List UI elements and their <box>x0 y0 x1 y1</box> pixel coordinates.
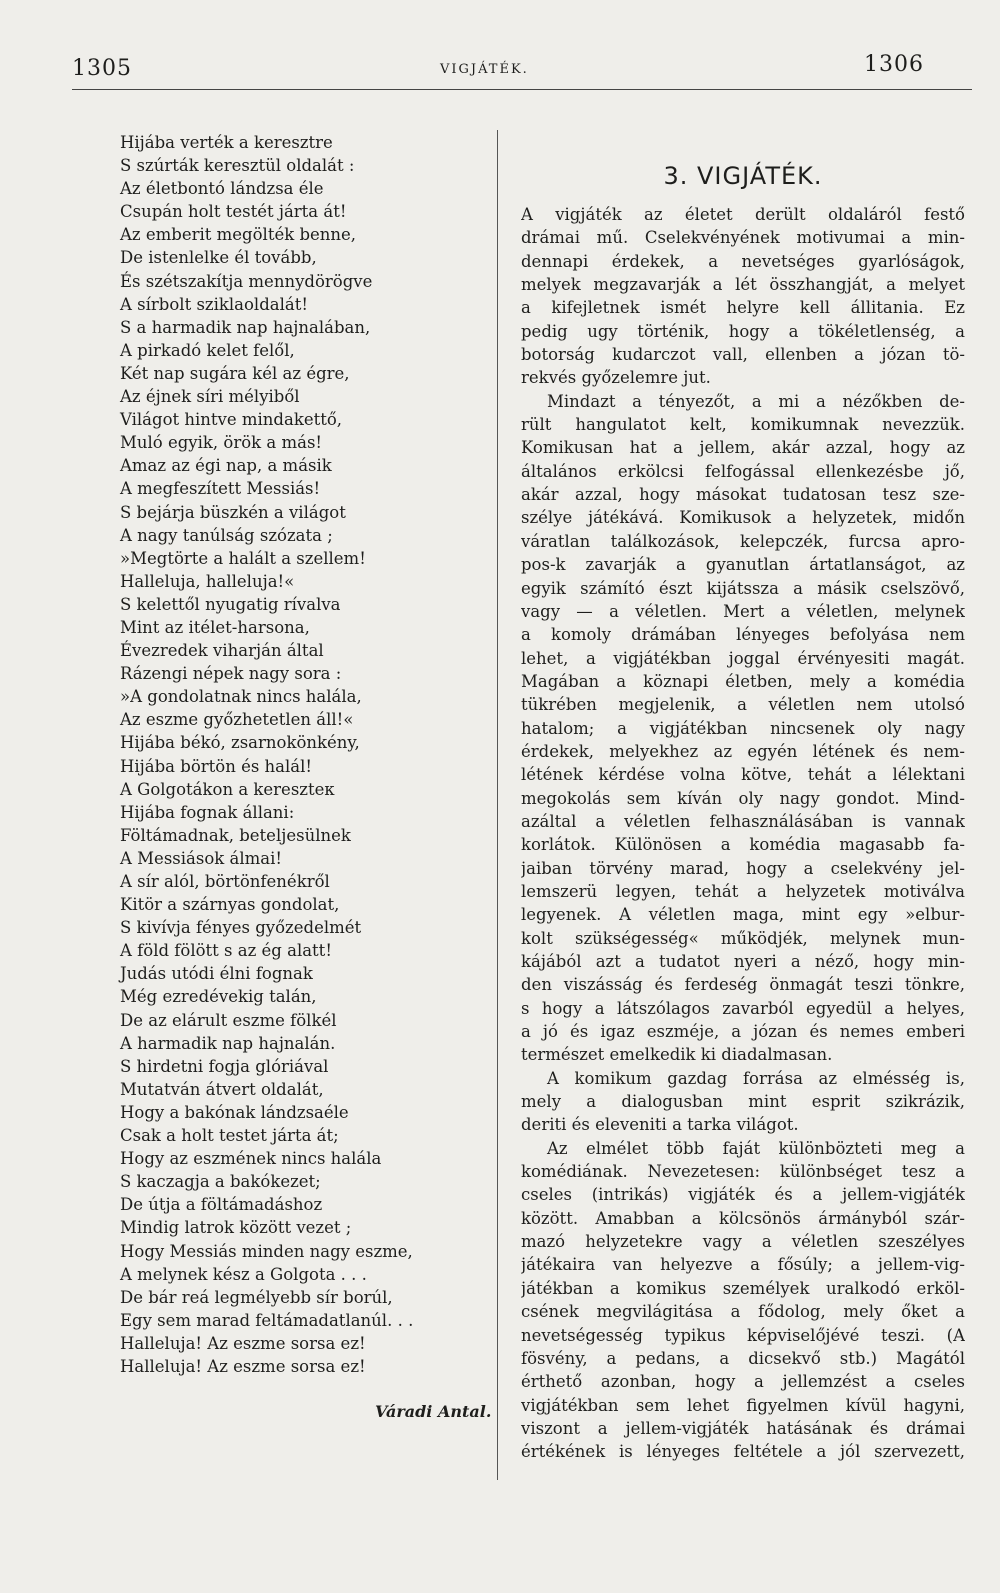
article-line: váratlan találkozások, kelepczék, furcsa apro- <box>521 531 965 551</box>
poem-line: Halleluja! Az eszme sorsa ez! <box>120 1333 366 1353</box>
article-line: lehet, a vigjátékban joggal érvényesiti magát. <box>521 648 965 668</box>
poem-line: A Messiások álmai! <box>120 848 283 868</box>
poem-line: Az éjnek síri mélyiből <box>120 387 300 407</box>
poem-line: És szétszakítja mennydörögve <box>120 271 373 291</box>
article-line: a jó és igaz eszméje, a józan és nemes emberi <box>521 1022 965 1042</box>
article-line: deriti és eleveniti a tarka világot. <box>521 1115 799 1135</box>
article-line: korlátok. Különösen a komédia magasabb fa- <box>521 835 965 855</box>
article-line: cseles (intrikás) vigjáték és a jellem-vigjáték <box>521 1185 965 1205</box>
article-line: a kifejletnek ismét helyre kell állitania. Ez <box>521 298 965 318</box>
poem-line: S kaczagja a bakókezet; <box>120 1172 321 1192</box>
article-body <box>521 203 965 1464</box>
poem-line: Még ezredévekig talán, <box>120 987 317 1007</box>
article-line: Magában a köznapi életben, mely a komédia <box>521 671 965 691</box>
poem-line: De istenlelke él tovább, <box>120 248 317 268</box>
article-column <box>521 158 965 1464</box>
article-line: mely a dialogusban mint esprit szikrázik, <box>521 1092 965 1112</box>
poem-line: Judás utódi élni fognak <box>120 964 313 984</box>
poem-line: Hogy a bakónak lándzsaéle <box>120 1102 349 1122</box>
article-line: rült hangulatot kelt, komikumnak nevezzük. <box>521 415 965 435</box>
article-line: Komikusan hat a jellem, akár azzal, hogy az <box>521 438 965 458</box>
poem-line: Amaz az égi nap, a másik <box>120 456 332 476</box>
article-line: melyek megzavarják a lét összhangját, a melyet <box>521 275 965 295</box>
article-line: mazó helyzetekre vagy a véletlen szeszélyes <box>521 1232 965 1252</box>
article-line: jaiban törvény marad, hogy a cselekvény jel- <box>521 858 965 878</box>
article-line: vigjátékban sem lehet figyelmen kívül hagyni, <box>521 1395 965 1415</box>
article-line: természet emelkedik ki diadalmasan. <box>521 1045 833 1065</box>
article-line: A komikum gazdag forrása az elmésség is, <box>547 1068 965 1088</box>
article-line: nevetségesség typikus képviselőjévé teszi. (A <box>521 1325 965 1345</box>
article-line: értékének is lényeges feltétele a jól szervezett, <box>521 1442 965 1462</box>
poem-line: Mindig latrok között vezet ; <box>120 1218 352 1238</box>
article-line: komédiának. Nevezetesen: különbséget tesz a <box>521 1162 965 1182</box>
poem-line: »Megtörte a halált a szellem! <box>120 548 366 568</box>
article-line: akár azzal, hogy másokat tudatosan tesz sze- <box>521 485 965 505</box>
poem-line: S kivívja fényes győzedelmét <box>120 918 362 938</box>
article-line: A vigjáték az életet derült oldaláról festő <box>521 205 965 224</box>
article-line: drámai mű. Cselekvényének motivumai a min- <box>521 228 965 248</box>
page-number-left: 1305 <box>72 56 132 81</box>
poem-line: Halleluja, halleluja!« <box>120 571 295 591</box>
poem-line: Egy sem marad feltámadatlanúl. . . <box>120 1310 414 1330</box>
article-line: lemszerü legyen, tehát a helyzetek motiválva <box>521 881 965 901</box>
poem-line: A nagy tanúlság szózata ; <box>120 525 333 545</box>
poem-line: A sír alól, börtönfenékről <box>120 872 330 891</box>
article-line: pedig ugy történik, hogy a tökéletlenség, a <box>521 321 965 341</box>
article-line: s hogy a látszólagos zavarból egyedül a helyes, <box>521 998 965 1018</box>
poem-line: Hijába fognak állani: <box>120 802 295 822</box>
poem-line: A Golgotákon a kereszteк <box>120 779 335 799</box>
article-line: tükrében megjelenik, a véletlen nem utolsó <box>521 695 965 715</box>
page-number-right: 1306 <box>864 52 924 77</box>
poem-line: Az emberit megölték benne, <box>120 225 357 245</box>
page-header <box>0 0 1000 100</box>
article-line: pos-k zavarják a gyanutlan ártatlanságot, az <box>521 555 965 575</box>
poem-line: Hogy Messiás minden nagy eszme, <box>120 1241 413 1261</box>
article-line: legyenek. A véletlen maga, mint egy »elbur- <box>521 905 965 925</box>
poem-line: De útja a föltámadáshoz <box>120 1195 323 1215</box>
poem-line: Föltámadnak, beteljesülnek <box>120 825 351 845</box>
poem-line: Rázengi népek nagy sora : <box>120 664 342 684</box>
poem-line: Halleluja! Az eszme sorsa ez! <box>120 1356 366 1376</box>
article-line: létének kérdése volna kötve, tehát a lélektani <box>521 765 965 785</box>
article-line: érthető azonban, hogy a jellemzést a cseles <box>521 1372 965 1392</box>
article-line: Mindazt a tényezőt, a mi a nézőkben de- <box>547 391 965 411</box>
poem-line: Évezredek viharján által <box>120 641 324 661</box>
poem-line: A harmadik nap hajnalán. <box>120 1033 336 1053</box>
article-line: csének megvilágitása a fődolog, mely őket a <box>521 1302 965 1322</box>
poem-line: Két nap sugára kél az égre, <box>120 363 350 383</box>
poem-line: Muló egyik, örök a más! <box>120 433 323 453</box>
section-title: 3. VIGJÁTÉK. <box>663 162 823 190</box>
article-line: játékban a komikus személyek uralkodó erköl- <box>521 1278 965 1298</box>
article-line: fösvény, a pedans, a dicsekvő stb.) Magától <box>521 1348 965 1368</box>
poem-line: Csak a holt testet járta át; <box>120 1126 339 1146</box>
poem-line: Az eszme győzhetetlen áll!« <box>120 710 354 730</box>
article-line: hatalom; a vigjátékban nincsenek oly nagy <box>521 718 965 738</box>
column-divider <box>497 130 498 1480</box>
poem-line: Mutatván átvert oldalát, <box>120 1079 324 1099</box>
article-line: rekvés győzelemre jut. <box>521 368 711 388</box>
article-line: a komoly drámában lényeges befolyása nem <box>521 625 965 645</box>
poem-line: Mint az itélet-harsona, <box>120 617 310 637</box>
poem-line: A megfeszített Messiás! <box>120 479 321 499</box>
article-line: azáltal a véletlen felhasználásában is vannak <box>521 811 965 831</box>
poem-line: Az életbontó lándzsa éle <box>120 179 324 199</box>
poem-line: A melynek kész a Golgota . . . <box>120 1264 367 1284</box>
poem-line: S kelettől nyugatig rívalva <box>120 594 341 614</box>
header-rule <box>72 89 972 90</box>
poem-line: Hijába börtön és halál! <box>120 756 313 776</box>
poem-line: A sírbolt sziklaoldalát! <box>120 294 308 314</box>
article-line: általános erkölcsi felfogással ellenkezésbe jő, <box>521 461 965 481</box>
article-line: den viszásság és ferdeség önmagát teszi tönkre, <box>521 975 965 995</box>
poem-line: Hogy az eszmének nincs halála <box>120 1149 382 1169</box>
poem-line: Hijába békó, zsarnokönkény, <box>120 733 360 753</box>
article-line: között. Amabban a kölcsönös ármányból szár- <box>521 1208 965 1228</box>
poem-line: S a harmadik nap hajnalában, <box>120 317 371 337</box>
article-line: szélye játékává. Komikusok a helyzetek, midőn <box>521 508 965 528</box>
article-line: egyik számító észt kijátssza a másik cselszövő, <box>521 578 965 598</box>
article-line: botorság kudarczot vall, ellenben a józan tö- <box>521 345 965 365</box>
article-line: vagy — a véletlen. Mert a véletlen, melynek <box>521 601 965 621</box>
article-line: dennapi érdekek, a nevetséges gyarlóságok, <box>521 251 965 271</box>
poem-line: Világot hintve mindakettő, <box>120 410 343 430</box>
poem-line: Csupán holt testét járta át! <box>120 202 347 222</box>
poem-signature: Váradi Antal. <box>375 1402 492 1421</box>
poem-line: De bár reá legmélyebb sír borúl, <box>120 1287 393 1307</box>
article-line: Az elmélet több faját különbözteti meg a <box>547 1138 965 1158</box>
article-line: kolt szükségesség« működjék, melynek mun- <box>521 928 965 948</box>
poem-line: Kitör a szárnyas gondolat, <box>120 895 340 915</box>
poem-column <box>120 131 490 1378</box>
poem-line: S hirdetni fogja glóriával <box>120 1056 329 1076</box>
poem-line: A föld fölött s az ég alatt! <box>120 941 332 961</box>
poem-line: S szúrták keresztül oldalát : <box>120 156 355 176</box>
article-line: érdekek, melyekhez az egyén létének és nem- <box>521 741 965 761</box>
article-line: kájából azt a tudatot nyeri a néző, hogy min- <box>521 952 965 971</box>
poem-line: »A gondolatnak nincs halála, <box>120 687 362 707</box>
poem-line: Hijába verték a keresztre <box>120 133 333 152</box>
article-line: viszont a jellem-vigjáték hatásának és drámai <box>521 1418 965 1438</box>
poem-line: De az elárult eszme fölkél <box>120 1010 337 1030</box>
poem-line: S bejárja büszkén a világot <box>120 502 346 522</box>
running-head: VIGJÁTÉK. <box>440 62 529 77</box>
article-line: megokolás sem kíván oly nagy gondot. Mind- <box>521 788 965 808</box>
poem-line: A pirkadó kelet felől, <box>120 340 295 360</box>
article-line: játékaira van helyezve a fősúly; a jellem-vig- <box>521 1255 965 1275</box>
